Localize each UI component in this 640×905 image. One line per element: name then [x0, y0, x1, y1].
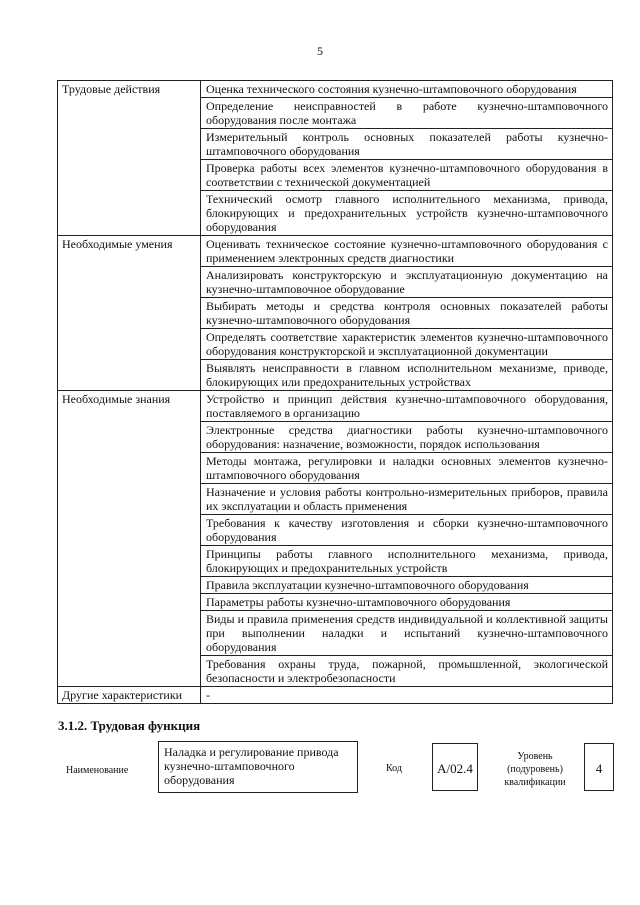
- table-cell: Оценка технического состояния кузнечно-штамповочного оборудования: [201, 81, 613, 98]
- qualification-level-label: Уровень (подуровень) квалификации: [504, 751, 566, 788]
- table-cell: Методы монтажа, регулировки и наладки основных элементов кузнечно-штамповочного оборудования: [201, 453, 613, 484]
- table-cell: Определение неисправностей в работе кузнечно-штамповочного оборудования после монтажа: [201, 98, 613, 129]
- function-name-box: Наладка и регулирование привода кузнечно-штамповочного оборудования: [158, 741, 358, 793]
- table-cell: Оценивать техническое состояние кузнечно-штамповочного оборудования с применением электронных средств диагностики: [201, 236, 613, 267]
- labor-function-table: [57, 80, 613, 704]
- table-cell: Назначение и условия работы контрольно-измерительных приборов, правила их эксплуатации и область применения: [201, 484, 613, 515]
- code-label: Код: [386, 763, 402, 774]
- table-cell: Выбирать методы и средства контроля основных показателей работы кузнечно-штамповочного оборудования: [201, 298, 613, 329]
- name-label: Наименование: [66, 765, 129, 776]
- table-cell: Выявлять неисправности в главном исполнительном механизме, приводе, блокирующих или предохранительных устройствах: [201, 360, 613, 391]
- table-row: [58, 81, 613, 98]
- row-group-label: Трудовые действия: [58, 81, 201, 236]
- qualification-level-box: 4: [584, 743, 614, 791]
- table-cell: Принципы работы главного исполнительного механизма, привода, блокирующих и предохранительных устройств: [201, 546, 613, 577]
- code-box: А/02.4: [432, 743, 478, 791]
- table-row: [58, 236, 613, 267]
- table-cell: Электронные средства диагностики работы кузнечно-штамповочного оборудования: назначение, возможности, порядок использования: [201, 422, 613, 453]
- table-cell: Устройство и принцип действия кузнечно-штамповочного оборудования, поставляемого в организацию: [201, 391, 613, 422]
- row-group-label: Необходимые знания: [58, 391, 201, 687]
- table-cell: Определять соответствие характеристик элементов кузнечно-штамповочного оборудования конструкторской и эксплуатационной документации: [201, 329, 613, 360]
- row-group-label: Другие характеристики: [58, 687, 201, 704]
- table-cell: Проверка работы всех элементов кузнечно-штамповочного оборудования в соответствии с технической документацией: [201, 160, 613, 191]
- table-cell: -: [201, 687, 613, 704]
- table-cell: Параметры работы кузнечно-штамповочного оборудования: [201, 594, 613, 611]
- table-cell: Измерительный контроль основных показателей работы кузнечно-штамповочного оборудования: [201, 129, 613, 160]
- table-cell: Правила эксплуатации кузнечно-штамповочного оборудования: [201, 577, 613, 594]
- table-cell: Анализировать конструкторскую и эксплуатационную документацию на кузнечно-штамповочное оборудование: [201, 267, 613, 298]
- page-number: 5: [317, 44, 323, 58]
- table-cell: Требования к качеству изготовления и сборки кузнечно-штамповочного оборудования: [201, 515, 613, 546]
- section-title: 3.1.2. Трудовая функция: [58, 718, 201, 733]
- table-cell: Виды и правила применения средств индивидуальной и коллективной защиты при выполнении наладки и испытаний кузнечно-штамповочного оборудования: [201, 611, 613, 656]
- table-cell: Технический осмотр главного исполнительного механизма, привода, блокирующих и предохранительных устройств кузнечно-штамповочного оборудования: [201, 191, 613, 236]
- row-group-label: Необходимые умения: [58, 236, 201, 391]
- table-cell: Требования охраны труда, пожарной, промышленной, экологической безопасности и электробезопасности: [201, 656, 613, 687]
- table-row: [58, 687, 613, 704]
- table-row: [58, 391, 613, 422]
